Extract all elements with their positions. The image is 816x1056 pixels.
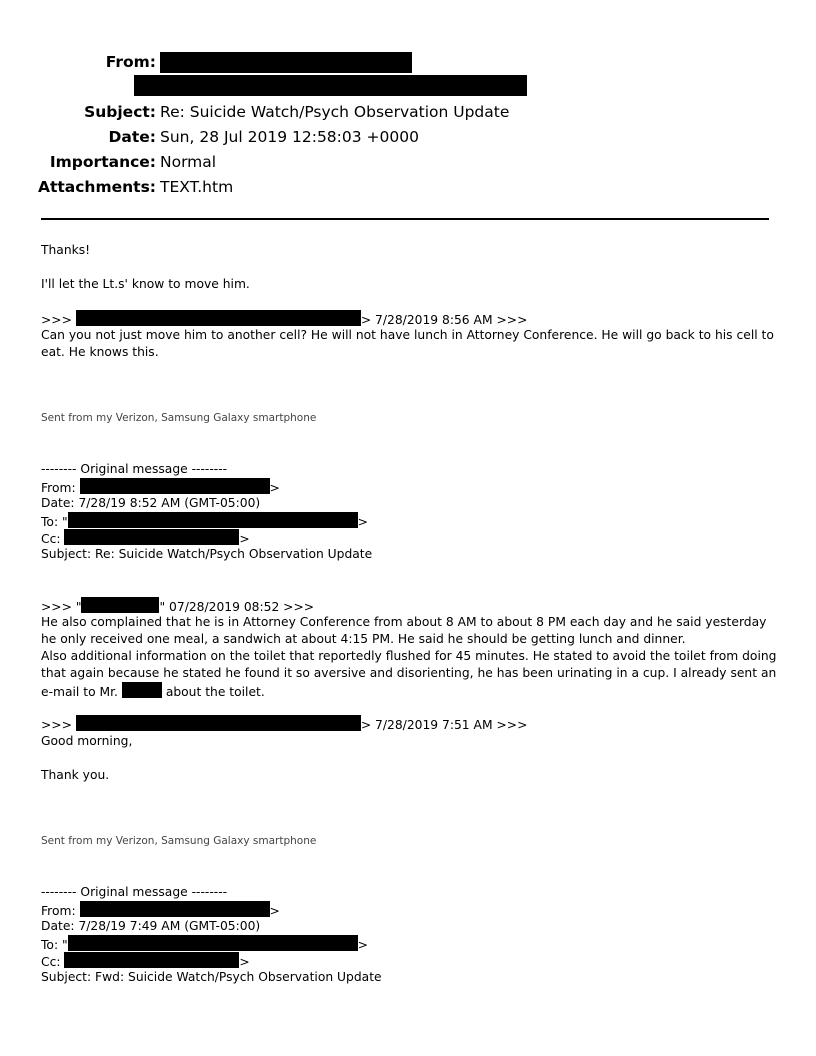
importance-label: Importance: [49,153,156,171]
attachments-label: Attachments: [37,178,156,196]
om1-cc-suffix: > [239,532,250,546]
om2-from-suffix: > [269,904,280,918]
quote-3-prefix: >>> [41,718,72,732]
from-redaction-2 [134,75,527,96]
om2-from-label: From: [41,904,76,918]
om2-date: Date: 7/28/19 7:49 AM (GMT-05:00) [41,919,261,933]
quote-2-suffix: " 07/28/2019 08:52 >>> [159,600,315,614]
date-value: Sun, 28 Jul 2019 12:58:03 +0000 [160,128,419,146]
om1-from-redaction [80,478,270,494]
attachments-value[interactable]: TEXT.htm [160,178,234,196]
om2-to-redaction [68,935,358,951]
quote-2-p2-text: Also additional information on the toilet that reportedly flushed for 45 minutes. He stated to avoid the toilet from doing that again because he stated he found it so aversive and disorienting, he has been urinating in a cup. I already sent an e-mail to Mr. [41,649,777,699]
quote-3-suffix: > 7/28/2019 7:51 AM >>> [360,718,528,732]
om2-from-redaction [80,901,270,917]
quote-1-text: Can you not just move him to another cell? He will not have lunch in Attorney Conference. He will go back to his cell to eat. He knows this. [41,328,774,359]
om1-cc-redaction [64,529,239,545]
importance-value: Normal [160,153,217,171]
quote-2-paragraph-1: He also complained that he is in Attorney Conference from about 8 AM to about 8 PM each day and he said yesterday he only received one meal, a sandwich at about 4:15 PM. He said he should be getting lunch and dinner. [41,615,767,646]
from-redaction [160,52,412,76]
sent-from-1: Sent from my Verizon, Samsung Galaxy smartphone [41,412,317,424]
om1-from-suffix: > [269,481,280,495]
quote-1-redaction [76,310,361,326]
subject-label: Subject: [84,103,156,121]
thank-you-line: Thank you. [41,768,110,782]
om2-cc-label: Cc: [41,955,61,969]
reply-line: I'll let the Lt.s' know to move him. [41,277,250,291]
om1-from-label: From: [41,481,76,495]
header-divider [41,218,769,220]
quote-1-prefix: >>> [41,313,72,327]
quote-2-paragraph-2 [41,648,781,701]
om1-to-label: To: " [41,515,68,529]
om2-cc-suffix: > [239,955,250,969]
om1-cc-label: Cc: [41,532,61,546]
quote-3-header [41,715,527,734]
original-message-2-header: -------- Original message -------- [41,885,228,899]
date-label: Date: [108,128,156,146]
quote-2-redaction [81,597,159,613]
quote-2-p2-redaction [122,682,162,698]
sent-from-2: Sent from my Verizon, Samsung Galaxy smartphone [41,835,317,847]
om2-cc-redaction [64,952,239,968]
om1-subject: Subject: Re: Suicide Watch/Psych Observation Update [41,547,373,561]
quote-3-redaction [76,715,361,731]
om1-to-suffix: > [357,515,368,529]
quote-1-suffix: > 7/28/2019 8:56 AM >>> [360,313,528,327]
quote-2-prefix: >>> " [41,600,82,614]
om2-subject: Subject: Fwd: Suicide Watch/Psych Observation Update [41,970,382,984]
thanks-line: Thanks! [41,243,91,257]
om1-to-redaction [68,512,358,528]
from-label: From: [105,53,156,71]
om2-to-label: To: " [41,938,68,952]
original-message-1-header: -------- Original message -------- [41,462,228,476]
om1-date: Date: 7/28/19 8:52 AM (GMT-05:00) [41,496,261,510]
quote-2-p2-tail: about the toilet. [165,685,265,699]
om2-to-suffix: > [357,938,368,952]
good-morning-line: Good morning, [41,734,133,748]
subject-value: Re: Suicide Watch/Psych Observation Update [160,103,510,121]
